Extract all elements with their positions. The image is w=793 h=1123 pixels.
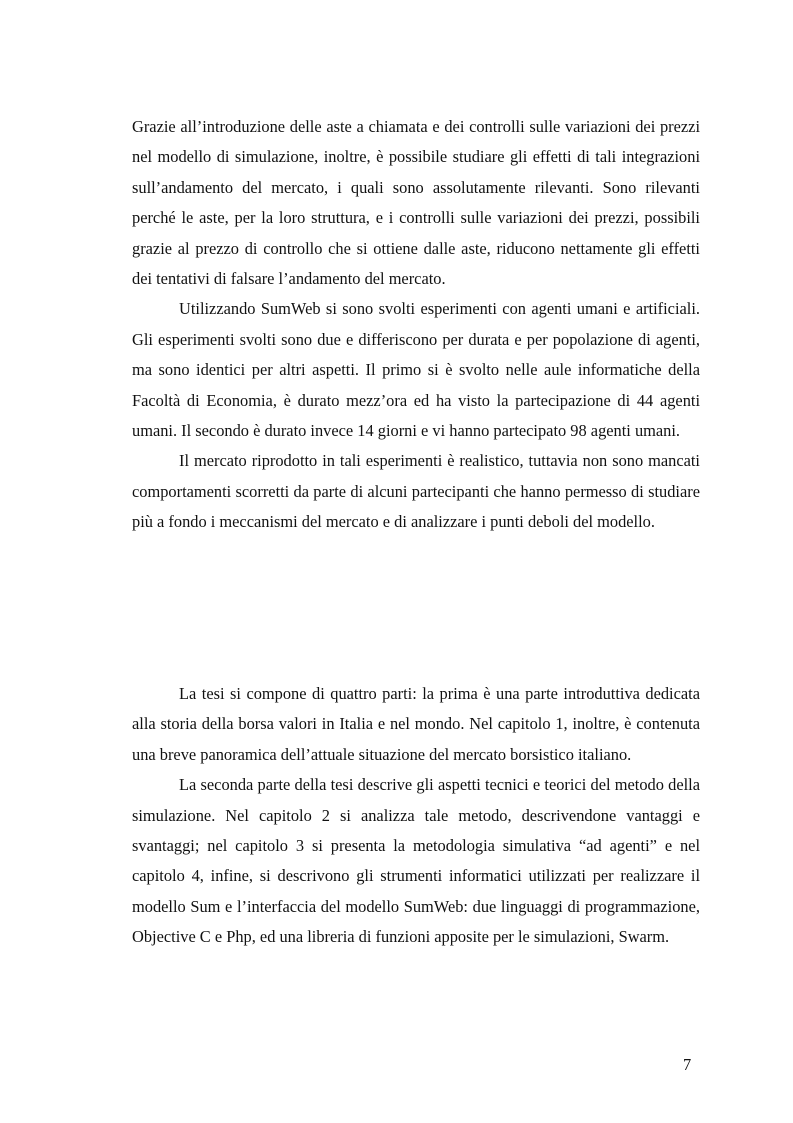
paragraph: La seconda parte della tesi descrive gli aspetti tecnici e teorici del metodo della simulazione. Nel capitolo 2 si analizza tale metodo, descrivendone vantaggi e svantaggi; nel capitolo 3 si presenta la metodologia simulativa “ad agenti” e nel capitolo 4, infine, si descrivono gli strumenti informatici utilizzati per realizzare il modello Sum e l’interfaccia del modello SumWeb: due linguaggi di programmazione, Objective C e Php, ed una libreria di funzioni apposite per le simulazioni, Swarm. — [132, 775, 700, 947]
section-one — [132, 112, 700, 538]
section-two — [132, 679, 700, 953]
paragraph: Il mercato riprodotto in tali esperimenti è realistico, tuttavia non sono mancati comportamenti scorretti da parte di alcuni partecipanti che hanno permesso di studiare più a fondo i meccanismi del mercato e di analizzare i punti deboli del modello. — [132, 451, 700, 532]
paragraph: Utilizzando SumWeb si sono svolti esperimenti con agenti umani e artificiali. Gli esperimenti svolti sono due e differiscono per durata e per popolazione di agenti, ma sono identici per altri aspetti. Il primo si è svolto nelle aule informatiche della Facoltà di Economia, è durato mezz’ora ed ha visto la partecipazione di 44 agenti umani. Il secondo è durato invece 14 giorni e vi hanno partecipato 98 agenti umani. — [132, 299, 700, 441]
paragraph: La tesi si compone di quattro parti: la prima è una parte introduttiva dedicata alla storia della borsa valori in Italia e nel mondo. Nel capitolo 1, inoltre, è contenuta una breve panoramica dell’attuale situazione del mercato borsistico italiano. — [132, 684, 700, 764]
page-number: 7 — [683, 1055, 692, 1074]
paragraph: Grazie all’introduzione delle aste a chiamata e dei controlli sulle variazioni dei prezzi nel modello di simulazione, inoltre, è possibile studiare gli effetti di tali integrazioni sull’andamento del mercato, i quali sono assolutamente rilevanti. Sono rilevanti perché le aste, per la loro struttura, e i controlli sulle variazioni dei prezzi, possibili grazie al prezzo di controllo che si ottiene dalle aste, riducono nettamente gli effetti dei tentativi di falsare l’andamento del mercato. — [132, 117, 700, 289]
